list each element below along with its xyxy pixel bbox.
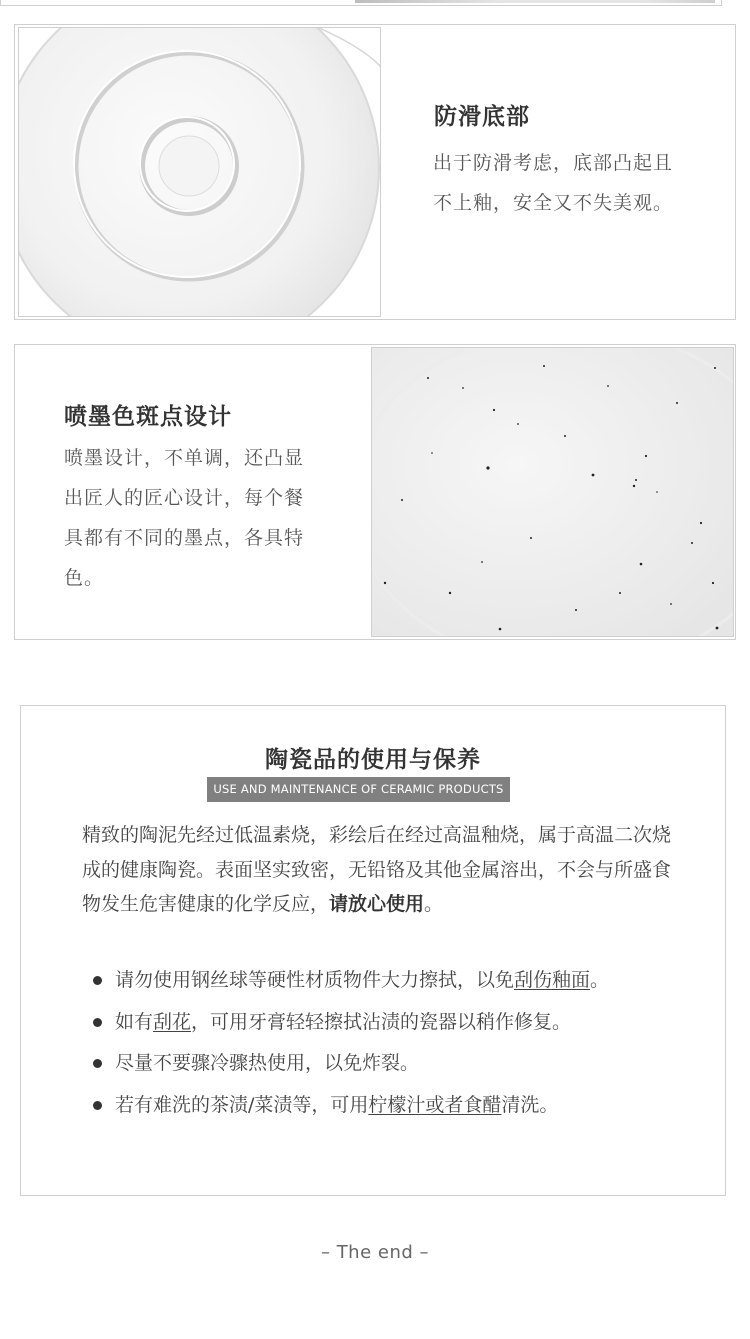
feature-title: 喷墨色斑点设计 [64,404,232,430]
tip-text: 若有难洗的茶渍/菜渍等，可用 [115,1093,369,1116]
bullet-dot-icon [93,1059,102,1068]
feature-description: 出于防滑考虑，底部凸起且不上釉，安全又不失美观。 [433,152,674,214]
intro-bold-text: 请放心使用 [329,893,425,915]
usage-intro-paragraph [82,818,682,922]
intro-text: 精致的陶泥先经过低温素烧，彩绘后在经过高温釉烧，属于高温二次烧成的健康陶瓷。表面坚实致密，无铅铬及其他金属溶出，不会与所盛食物发生危害健康的化学反应， [82,824,672,915]
section-subtitle-badge: USE AND MAINTENANCE OF CERAMIC PRODUCTS [207,777,510,802]
tip-text: 请勿使用钢丝球等硬性材质物件大力擦拭，以免 [115,969,515,991]
bullet-dot-icon [93,976,102,985]
list-item [93,1048,693,1090]
feature-title: 防滑底部 [434,104,530,130]
previous-section-edge [0,0,722,6]
tip-text-end: 清洗。 [501,1093,559,1116]
usage-maintenance-section [20,705,726,1196]
section-title: 陶瓷品的使用与保养 [265,747,481,773]
feature-card-anti-slip [14,24,736,320]
list-item [93,965,693,1007]
tip-text: 尽量不要骤冷骤热使用，以免炸裂。 [115,1052,420,1074]
tip-underlined-text: 柠檬汁或者食醋 [368,1093,502,1116]
tip-text-end: ，可用牙膏轻轻擦拭沾渍的瓷器以稍作修复。 [191,1010,572,1033]
feature-card-speckle [14,344,736,640]
tip-text-end: 。 [590,969,610,991]
tip-text: 如有 [115,1010,154,1033]
tip-underlined-text: 刮花 [153,1010,192,1033]
bullet-dot-icon [93,1018,102,1027]
care-tips-list [93,965,693,1131]
bullet-dot-icon [93,1101,102,1110]
tip-underlined-text: 刮伤釉面 [514,969,591,991]
plate-bottom-rings-image [18,27,381,317]
list-item [93,1090,693,1132]
list-item [93,1007,693,1049]
feature-description: 喷墨设计，不单调，还凸显出匠人的匠心设计，每个餐具都有不同的墨点，各具特色。 [64,447,305,589]
intro-end: 。 [424,893,444,915]
speckled-glaze-image [371,347,734,637]
the-end-footer: – The end – [320,1242,430,1263]
